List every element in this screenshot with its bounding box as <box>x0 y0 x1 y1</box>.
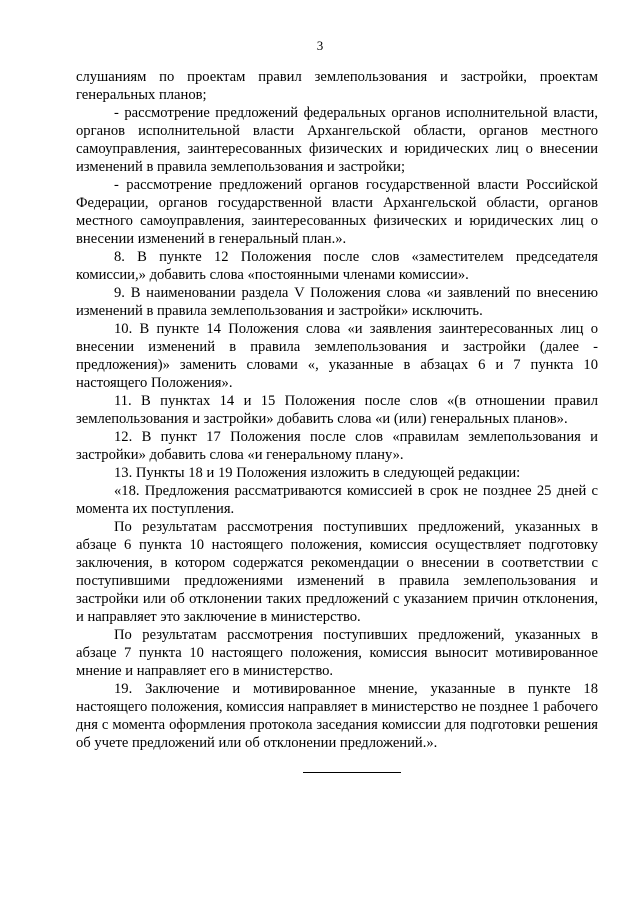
paragraph-item-11: 11. В пунктах 14 и 15 Положения после слов «(в отношении правил землепользования и застройки» добавить слова «и (или) генеральных планов». <box>76 393 598 427</box>
paragraph-continuation: слушаниям по проектам правил землепользования и застройки, проектам генеральных планов; <box>76 69 598 103</box>
paragraph: По результатам рассмотрения поступивших предложений, указанных в абзаце 7 пункта 10 настоящего положения, комиссия выносит мотивированное мнение и направляет его в министерство. <box>76 627 598 679</box>
paragraph-item-8: 8. В пункте 12 Положения после слов «заместителем председателя комиссии,» добавить слова «постоянными членами комиссии». <box>76 249 598 283</box>
paragraph: По результатам рассмотрения поступивших предложений, указанных в абзаце 6 пункта 10 настоящего положения, комиссия осуществляет подготовку заключения, в котором содержатся рекомендации о внесении в соответствии с поступившими предложениями изменений в правила землепользования и застройки или об отклонении таких предложений с указанием причин отклонения, и направляет это заключение в министерство. <box>76 519 598 625</box>
paragraph-item-12: 12. В пункт 17 Положения после слов «правилам землепользования и застройки» добавить слова «и генеральному плану». <box>76 429 598 463</box>
paragraph-item-18: «18. Предложения рассматриваются комиссией в срок не позднее 25 дней с момента их поступления. <box>76 483 598 517</box>
paragraph-item-13: 13. Пункты 18 и 19 Положения изложить в следующей редакции: <box>114 465 521 481</box>
paragraph-item-10: 10. В пункте 14 Положения слова «и заявления заинтересованных лиц о внесении изменений в правила землепользования и застройки (далее - предложения)» заменить словами «, указанные в абзацах 6 и 7 пункта 10 настоящего Положения». <box>76 321 598 391</box>
paragraph-item-9: 9. В наименовании раздела V Положения слова «и заявлений по внесению изменений в правила землепользования и застройки» исключить. <box>76 285 598 319</box>
paragraph-list-item: - рассмотрение предложений органов государственной власти Российской Федерации, органов государственной власти Архангельской области, органов местного самоуправления, заинтересованных физических и юридических лиц о внесении изменений в генеральный план.». <box>76 177 598 247</box>
document-body <box>76 68 598 752</box>
paragraph-list-item: - рассмотрение предложений федеральных органов исполнительной власти, органов исполнительной власти Архангельской области, органов местного самоуправления, заинтересованных физических и юридических лиц о внесении изменений в правила землепользования и застройки; <box>76 105 598 175</box>
page-number: 3 <box>316 38 324 53</box>
end-separator-line <box>303 772 401 773</box>
paragraph-item-19: 19. Заключение и мотивированное мнение, указанные в пункте 18 настоящего положения, комиссия направляет в министерство не позднее 1 рабочего дня с момента оформления протокола заседания комиссии для подготовки решения об учете предложений или об отклонении предложений.». <box>76 681 598 751</box>
